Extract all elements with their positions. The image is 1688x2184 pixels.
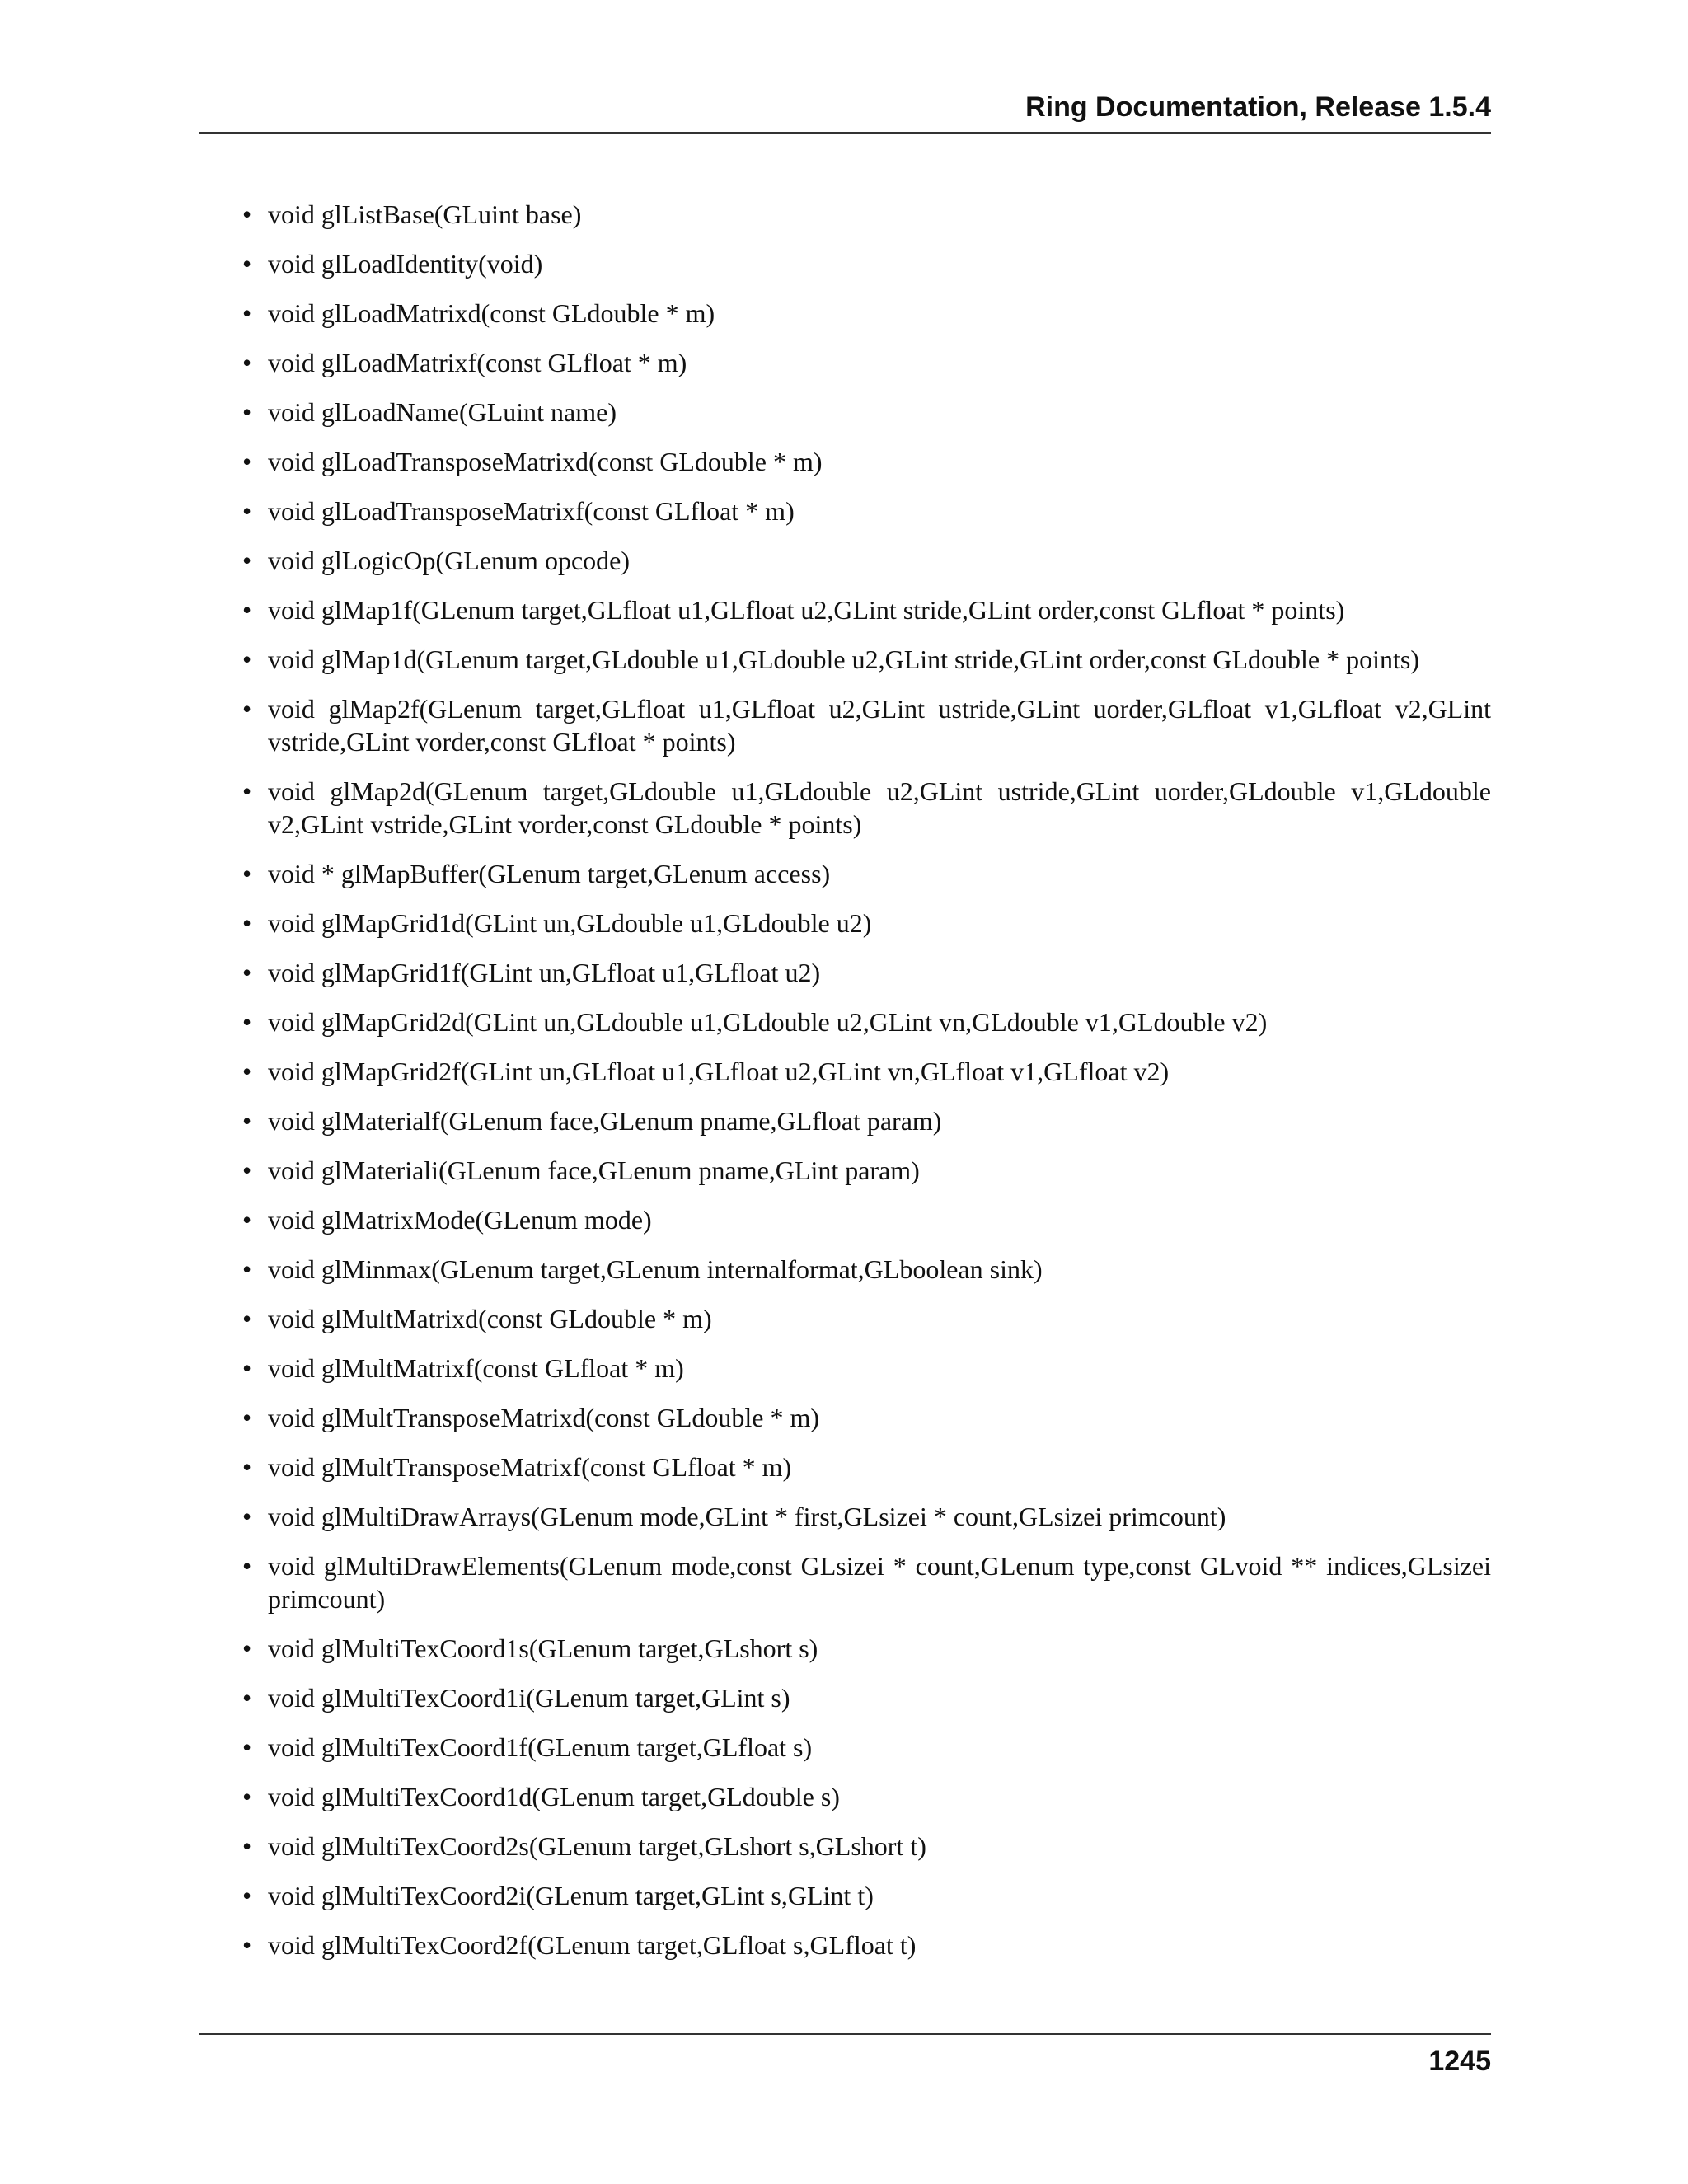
function-signature: void glLoadIdentity(void) bbox=[268, 249, 543, 279]
function-signature: void glMultiTexCoord1i(GLenum target,GLint s) bbox=[268, 1683, 790, 1713]
function-signature: void glMultiTexCoord1d(GLenum target,GLdouble s) bbox=[268, 1782, 840, 1811]
bullet-icon: • bbox=[242, 1254, 252, 1284]
bullet-icon: • bbox=[242, 348, 252, 377]
bullet-icon: • bbox=[242, 644, 252, 674]
function-signature: void glLoadName(GLuint name) bbox=[268, 397, 617, 427]
list-item bbox=[242, 1104, 1491, 1137]
list-item bbox=[242, 1879, 1491, 1912]
bullet-icon: • bbox=[242, 1551, 252, 1581]
bullet-icon: • bbox=[242, 1106, 252, 1136]
bullet-icon: • bbox=[242, 1007, 252, 1037]
function-signature: void glMultTransposeMatrixf(const GLfloat * m) bbox=[268, 1452, 792, 1482]
list-item bbox=[242, 1632, 1491, 1665]
function-signature: void glMap2f(GLenum target,GLfloat u1,GLfloat u2,GLint ustride,GLint uorder,GLfloat v1,GLfloat v2,GLint vstride,GLint vorder,const GLfloat * points) bbox=[268, 694, 1491, 757]
bullet-icon: • bbox=[242, 546, 252, 575]
function-signature: void glMap1f(GLenum target,GLfloat u1,GLfloat u2,GLint stride,GLint order,const GLfloat * points) bbox=[268, 595, 1345, 625]
bullet-icon: • bbox=[242, 1502, 252, 1531]
function-signature: void glMapGrid1f(GLint un,GLfloat u1,GLfloat u2) bbox=[268, 958, 821, 987]
bullet-icon: • bbox=[242, 859, 252, 888]
list-item bbox=[242, 1203, 1491, 1236]
function-signature: void glMultiTexCoord1s(GLenum target,GLshort s) bbox=[268, 1633, 818, 1663]
bullet-icon: • bbox=[242, 249, 252, 279]
bullet-icon: • bbox=[242, 1353, 252, 1383]
header-title: Ring Documentation, Release 1.5.4 bbox=[1025, 91, 1491, 123]
function-signature: void glMultiDrawElements(GLenum mode,const GLsizei * count,GLenum type,const GLvoid ** indices,GLsizei primcount) bbox=[268, 1551, 1491, 1614]
list-item bbox=[242, 1005, 1491, 1038]
function-list bbox=[242, 198, 1491, 1978]
bullet-icon: • bbox=[242, 496, 252, 526]
function-signature: void glMatrixMode(GLenum mode) bbox=[268, 1205, 652, 1235]
bullet-icon: • bbox=[242, 1452, 252, 1482]
list-item bbox=[242, 643, 1491, 676]
bullet-icon: • bbox=[242, 1304, 252, 1333]
bullet-icon: • bbox=[242, 958, 252, 987]
function-signature: void glLogicOp(GLenum opcode) bbox=[268, 546, 630, 575]
function-signature: void glLoadMatrixd(const GLdouble * m) bbox=[268, 298, 715, 328]
list-item bbox=[242, 1731, 1491, 1764]
bullet-icon: • bbox=[242, 908, 252, 938]
function-signature: void glMultiTexCoord1f(GLenum target,GLfloat s) bbox=[268, 1732, 813, 1762]
function-signature: void glMinmax(GLenum target,GLenum internalformat,GLboolean sink) bbox=[268, 1254, 1043, 1284]
bullet-icon: • bbox=[242, 1782, 252, 1811]
bullet-icon: • bbox=[242, 1831, 252, 1861]
function-signature: void glLoadTransposeMatrixd(const GLdouble * m) bbox=[268, 447, 823, 476]
list-item bbox=[242, 1253, 1491, 1286]
list-item bbox=[242, 346, 1491, 379]
bullet-icon: • bbox=[242, 1930, 252, 1960]
list-item bbox=[242, 1401, 1491, 1434]
list-item bbox=[242, 593, 1491, 626]
function-signature: void glMultiTexCoord2s(GLenum target,GLshort s,GLshort t) bbox=[268, 1831, 926, 1861]
list-item bbox=[242, 1500, 1491, 1533]
bullet-icon: • bbox=[242, 694, 252, 724]
list-item bbox=[242, 396, 1491, 429]
list-item bbox=[242, 544, 1491, 577]
list-item bbox=[242, 247, 1491, 280]
bullet-icon: • bbox=[242, 1881, 252, 1910]
list-item bbox=[242, 1830, 1491, 1863]
list-item bbox=[242, 1780, 1491, 1813]
bullet-icon: • bbox=[242, 776, 252, 806]
bullet-icon: • bbox=[242, 1057, 252, 1086]
page-header bbox=[199, 91, 1491, 134]
list-item bbox=[242, 1681, 1491, 1714]
function-signature: void glMapGrid2d(GLint un,GLdouble u1,GLdouble u2,GLint vn,GLdouble v1,GLdouble v2) bbox=[268, 1007, 1268, 1037]
bullet-icon: • bbox=[242, 199, 252, 229]
function-signature: void glMultiDrawArrays(GLenum mode,GLint * first,GLsizei * count,GLsizei primcount) bbox=[268, 1502, 1226, 1531]
bullet-icon: • bbox=[242, 1633, 252, 1663]
list-item bbox=[242, 1055, 1491, 1088]
function-signature: void glMultiTexCoord2i(GLenum target,GLint s,GLint t) bbox=[268, 1881, 874, 1910]
function-signature: void * glMapBuffer(GLenum target,GLenum access) bbox=[268, 859, 831, 888]
bullet-icon: • bbox=[242, 1683, 252, 1713]
list-item bbox=[242, 198, 1491, 231]
function-signature: void glMultMatrixd(const GLdouble * m) bbox=[268, 1304, 712, 1333]
bullet-icon: • bbox=[242, 397, 252, 427]
list-item bbox=[242, 956, 1491, 989]
function-signature: void glLoadTransposeMatrixf(const GLfloat * m) bbox=[268, 496, 795, 526]
list-item bbox=[242, 1929, 1491, 1961]
page-number: 1245 bbox=[1428, 2046, 1491, 2077]
bullet-icon: • bbox=[242, 1155, 252, 1185]
list-item bbox=[242, 494, 1491, 527]
bullet-icon: • bbox=[242, 595, 252, 625]
bullet-icon: • bbox=[242, 1205, 252, 1235]
list-item bbox=[242, 1302, 1491, 1335]
list-item bbox=[242, 445, 1491, 478]
page-footer bbox=[199, 2033, 1491, 2077]
function-signature: void glMultMatrixf(const GLfloat * m) bbox=[268, 1353, 684, 1383]
list-item bbox=[242, 1154, 1491, 1187]
function-signature: void glMap1d(GLenum target,GLdouble u1,GLdouble u2,GLint stride,GLint order,const GLdouble * points) bbox=[268, 644, 1419, 674]
function-signature: void glMap2d(GLenum target,GLdouble u1,GLdouble u2,GLint ustride,GLint uorder,GLdouble v1,GLdouble v2,GLint vstride,GLint vorder,const GLdouble * points) bbox=[268, 776, 1491, 839]
function-signature: void glListBase(GLuint base) bbox=[268, 199, 582, 229]
list-item bbox=[242, 907, 1491, 940]
bullet-icon: • bbox=[242, 447, 252, 476]
function-signature: void glMapGrid2f(GLint un,GLfloat u1,GLfloat u2,GLint vn,GLfloat v1,GLfloat v2) bbox=[268, 1057, 1170, 1086]
function-signature: void glMultiTexCoord2f(GLenum target,GLfloat s,GLfloat t) bbox=[268, 1930, 917, 1960]
function-signature: void glMultTransposeMatrixd(const GLdouble * m) bbox=[268, 1403, 819, 1432]
bullet-icon: • bbox=[242, 298, 252, 328]
list-item bbox=[242, 297, 1491, 330]
function-signature: void glMaterialf(GLenum face,GLenum pname,GLfloat param) bbox=[268, 1106, 942, 1136]
list-item bbox=[242, 1549, 1491, 1615]
function-signature: void glMateriali(GLenum face,GLenum pname,GLint param) bbox=[268, 1155, 920, 1185]
function-signature: void glLoadMatrixf(const GLfloat * m) bbox=[268, 348, 687, 377]
list-item bbox=[242, 692, 1491, 758]
list-item bbox=[242, 1451, 1491, 1483]
list-item bbox=[242, 1352, 1491, 1385]
bullet-icon: • bbox=[242, 1732, 252, 1762]
function-signature: void glMapGrid1d(GLint un,GLdouble u1,GLdouble u2) bbox=[268, 908, 872, 938]
list-item bbox=[242, 857, 1491, 890]
list-item bbox=[242, 775, 1491, 841]
bullet-icon: • bbox=[242, 1403, 252, 1432]
